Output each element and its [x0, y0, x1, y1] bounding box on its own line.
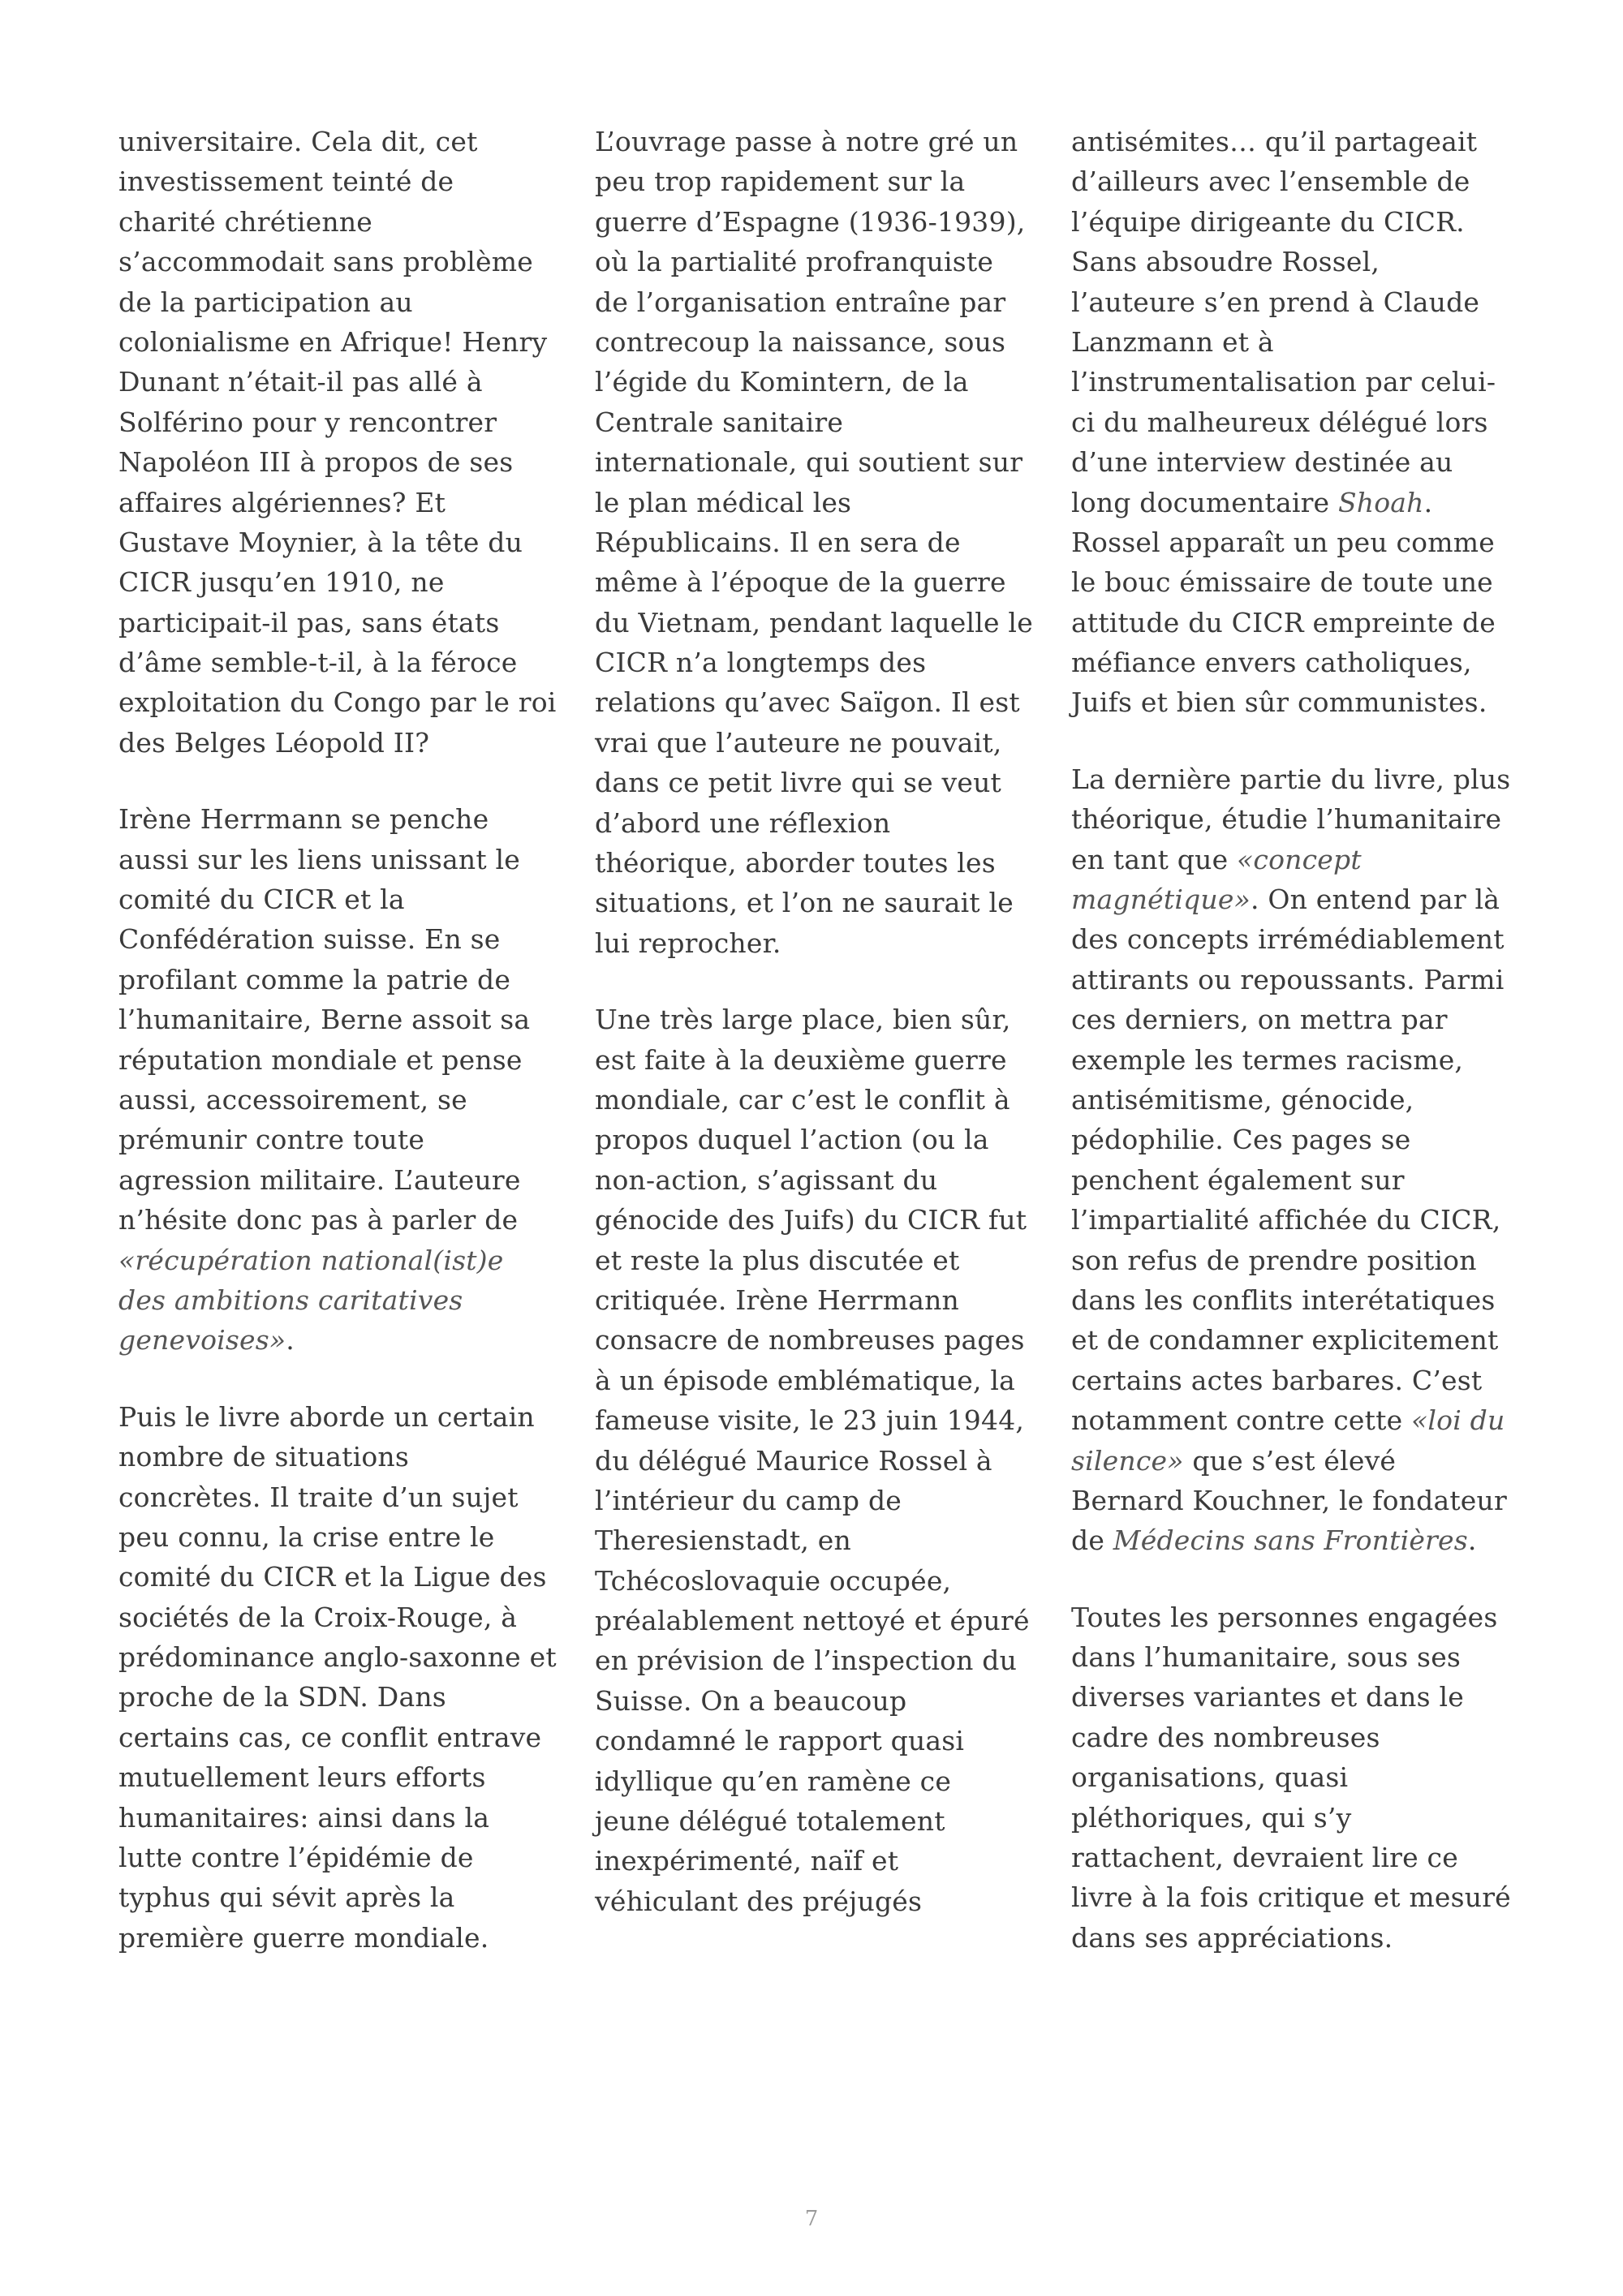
- text-line: [595, 1601, 1049, 1640]
- text-line: [1071, 202, 1526, 242]
- text-line: [118, 1637, 573, 1677]
- text-segment: d’une interview destinée au: [1071, 446, 1453, 479]
- italic-text: des ambitions caritatives: [118, 1283, 463, 1316]
- text-segment: où la partialité profranquiste: [595, 246, 994, 278]
- text-segment: réputation mondiale et pense: [118, 1043, 523, 1076]
- text-segment: l’intérieur du camp de: [595, 1484, 902, 1516]
- text-line: [1071, 322, 1526, 362]
- text-segment: internationale, qui soutient sur: [595, 446, 1023, 479]
- text-segment: idyllique qu’en ramène ce: [595, 1765, 952, 1797]
- text-segment: relations qu’avec Saïgon. Il est: [595, 686, 1020, 719]
- text-segment: exploitation du Congo par le roi: [118, 686, 557, 719]
- text-segment: Gustave Moynier, à la tête du: [118, 526, 523, 558]
- paragraph: [118, 1397, 573, 1958]
- text-line: [118, 1798, 573, 1838]
- italic-text: silence»: [1071, 1444, 1184, 1477]
- text-line: [118, 1517, 573, 1557]
- paragraph-gap: [1071, 1561, 1526, 1597]
- text-line: [1071, 483, 1526, 522]
- text-segment: Puis le livre aborde un certain: [118, 1400, 535, 1433]
- text-line: [118, 1040, 573, 1080]
- text-line: [1071, 1040, 1526, 1080]
- text-segment: proche de la SDN. Dans: [118, 1681, 446, 1713]
- text-line: [118, 562, 573, 602]
- text-segment: Lanzmann et à: [1071, 325, 1274, 358]
- text-segment: .: [286, 1324, 295, 1357]
- text-column-2: [595, 122, 1049, 1921]
- text-line: [1071, 1160, 1526, 1200]
- text-line: [118, 1918, 573, 1958]
- text-segment: Sans absoudre Rossel,: [1071, 246, 1380, 278]
- text-line: [118, 161, 573, 201]
- text-line: [1071, 1838, 1526, 1877]
- text-line: [118, 840, 573, 879]
- text-line: [118, 1200, 573, 1240]
- text-segment: comité du CICR et la Ligue des: [118, 1561, 547, 1593]
- text-segment: La dernière partie du livre, plus: [1071, 763, 1511, 795]
- text-line: [1071, 562, 1526, 602]
- text-line: [595, 643, 1049, 682]
- text-line: [595, 522, 1049, 562]
- text-line: [118, 960, 573, 1000]
- text-segment: peu trop rapidement sur la: [595, 166, 966, 198]
- text-line: [118, 1477, 573, 1517]
- text-line: [1071, 1637, 1526, 1677]
- text-segment: attitude du CICR empreinte de: [1071, 606, 1496, 638]
- text-segment: première guerre mondiale.: [118, 1921, 489, 1954]
- text-segment: universitaire. Cela dit, cet: [118, 126, 478, 157]
- text-line: [595, 282, 1049, 322]
- text-segment: rattachent, devraient lire ce: [1071, 1842, 1458, 1874]
- text-segment: . On entend par là: [1251, 884, 1500, 916]
- text-segment: méfiance envers catholiques,: [1071, 647, 1472, 679]
- text-line: [118, 799, 573, 839]
- text-line: [118, 1757, 573, 1797]
- text-segment: en tant que: [1071, 843, 1238, 875]
- text-line: [1071, 919, 1526, 959]
- text-line: [118, 202, 573, 242]
- text-line: [1071, 122, 1526, 161]
- text-column-3: [1071, 122, 1526, 1958]
- text-line: [595, 161, 1049, 201]
- text-segment: CICR jusqu’en 1910, ne: [118, 566, 445, 599]
- text-segment: livre à la fois critique et mesuré: [1071, 1881, 1511, 1914]
- text-line: [118, 282, 573, 322]
- text-segment: Tchécoslovaquie occupée,: [595, 1564, 952, 1597]
- text-segment: sociétés de la Croix-Rouge, à: [118, 1601, 518, 1633]
- text-segment: de: [1071, 1524, 1113, 1557]
- text-segment: ces derniers, on mettra par: [1071, 1004, 1448, 1036]
- text-line: [1071, 1441, 1526, 1481]
- text-segment: dans ses appréciations.: [1071, 1921, 1393, 1954]
- text-line: [595, 122, 1049, 161]
- text-line: [1071, 402, 1526, 442]
- text-line: [118, 402, 573, 442]
- text-segment: affaires algériennes? Et: [118, 486, 446, 518]
- text-segment: mutuellement leurs efforts: [118, 1761, 486, 1794]
- text-line: [118, 643, 573, 682]
- text-segment: aussi sur les liens unissant le: [118, 843, 521, 875]
- paragraph: [118, 799, 573, 1360]
- text-line: [1071, 1280, 1526, 1320]
- paragraph: [1071, 1597, 1526, 1958]
- text-line: [1071, 1080, 1526, 1120]
- text-line: [118, 1080, 573, 1120]
- text-line: [118, 483, 573, 522]
- text-segment: CICR n’a longtemps des: [595, 647, 927, 679]
- text-segment: son refus de prendre position: [1071, 1244, 1477, 1276]
- text-segment: lui reprocher.: [595, 927, 781, 959]
- text-line: [1071, 1400, 1526, 1440]
- text-segment: et de condamner explicitement: [1071, 1324, 1499, 1357]
- text-line: [118, 723, 573, 763]
- text-line: [118, 122, 573, 161]
- text-line: [595, 682, 1049, 722]
- text-segment: ci du malheureux délégué lors: [1071, 406, 1488, 438]
- text-segment: propos duquel l’action (ou la: [595, 1124, 989, 1156]
- text-segment: consacre de nombreuses pages: [595, 1324, 1025, 1357]
- text-segment: théorique, étudie l’humanitaire: [1071, 803, 1502, 836]
- text-segment: critiquée. Irène Herrmann: [595, 1283, 959, 1316]
- text-segment: contrecoup la naissance, sous: [595, 325, 1006, 358]
- text-line: [1071, 522, 1526, 562]
- text-segment: d’ailleurs avec l’ensemble de: [1071, 166, 1470, 198]
- text-segment: certains actes barbares. C’est: [1071, 1364, 1483, 1396]
- text-line: [118, 1838, 573, 1877]
- text-segment: et reste la plus discutée et: [595, 1244, 960, 1276]
- text-segment: certains cas, ce conflit entrave: [118, 1721, 542, 1753]
- text-line: [118, 1597, 573, 1637]
- text-segment: est faite à la deuxième guerre: [595, 1043, 1007, 1076]
- text-line: [595, 883, 1049, 922]
- text-line: [1071, 1798, 1526, 1838]
- text-segment: le bouc émissaire de toute une: [1071, 566, 1493, 599]
- text-segment: le plan médical les: [595, 486, 852, 518]
- text-line: [1071, 1200, 1526, 1240]
- text-line: [595, 803, 1049, 843]
- text-line: [1071, 1481, 1526, 1520]
- text-column-1: [118, 122, 573, 1958]
- text-line: [118, 1397, 573, 1437]
- text-line: [595, 1361, 1049, 1400]
- text-line: [595, 723, 1049, 763]
- text-segment: guerre d’Espagne (1936-1939),: [595, 205, 1026, 238]
- text-segment: aussi, accessoirement, se: [118, 1083, 467, 1116]
- text-segment: Républicains. Il en sera de: [595, 526, 961, 558]
- text-segment: Confédération suisse. En se: [118, 923, 501, 956]
- paragraph: [595, 122, 1049, 963]
- text-line: [595, 362, 1049, 402]
- text-segment: prémunir contre toute: [118, 1124, 425, 1156]
- text-line: [1071, 1757, 1526, 1797]
- text-segment: d’abord une réflexion: [595, 806, 891, 839]
- text-line: [595, 402, 1049, 442]
- text-segment: inexpérimenté, naïf et: [595, 1845, 899, 1877]
- text-segment: organisations, quasi: [1071, 1761, 1349, 1794]
- text-segment: de la participation au: [118, 286, 413, 318]
- paragraph-gap: [595, 963, 1049, 1000]
- text-segment: antisémites… qu’il partageait: [1071, 126, 1478, 157]
- text-line: [118, 1160, 573, 1200]
- text-segment: l’égide du Komintern, de la: [595, 366, 969, 398]
- text-line: [118, 1877, 573, 1917]
- text-line: [595, 1441, 1049, 1481]
- text-line: [595, 483, 1049, 522]
- text-line: [118, 682, 573, 722]
- text-segment: long documentaire: [1071, 486, 1338, 518]
- text-line: [595, 603, 1049, 643]
- text-segment: Dunant n’était-il pas allé à: [118, 366, 483, 398]
- italic-text: Médecins sans Frontières: [1113, 1524, 1468, 1557]
- text-line: [1071, 960, 1526, 1000]
- italic-text: «loi du: [1411, 1404, 1505, 1437]
- text-segment: Centrale sanitaire: [595, 406, 844, 438]
- paragraph: [1071, 122, 1526, 723]
- text-segment: Irène Herrmann se penche: [118, 803, 489, 836]
- italic-text: «récupération national(ist)e: [118, 1244, 504, 1276]
- text-line: [1071, 442, 1526, 482]
- text-segment: .: [1467, 1524, 1477, 1557]
- text-line: [1071, 1877, 1526, 1917]
- text-line: [118, 322, 573, 362]
- paragraph-gap: [118, 763, 573, 799]
- text-segment: génocide des Juifs) du CICR fut: [595, 1204, 1027, 1236]
- text-segment: pédophilie. Ces pages se: [1071, 1124, 1411, 1156]
- text-line: [595, 1160, 1049, 1200]
- text-segment: comité du CICR et la: [118, 884, 405, 916]
- text-line: [118, 522, 573, 562]
- page-number: 7: [804, 2207, 819, 2231]
- text-segment: Theresienstadt, en: [595, 1524, 851, 1557]
- italic-text: Shoah: [1337, 486, 1424, 518]
- text-line: [1071, 1918, 1526, 1958]
- text-line: [595, 562, 1049, 602]
- text-line: [1071, 161, 1526, 201]
- text-line: [118, 1000, 573, 1039]
- text-line: [1071, 840, 1526, 879]
- text-line: [118, 1677, 573, 1717]
- text-line: [118, 1320, 573, 1360]
- text-line: [118, 1280, 573, 1320]
- text-segment: des concepts irrémédiablement: [1071, 923, 1505, 956]
- text-line: [595, 1520, 1049, 1560]
- text-segment: même à l’époque de la guerre: [595, 566, 1006, 599]
- italic-text: magnétique»: [1071, 884, 1251, 916]
- paragraph: [118, 122, 573, 763]
- text-line: [118, 919, 573, 959]
- text-line: [118, 242, 573, 282]
- text-line: [1071, 1120, 1526, 1159]
- text-segment: concrètes. Il traite d’un sujet: [118, 1481, 519, 1513]
- text-segment: attirants ou repoussants. Parmi: [1071, 963, 1505, 995]
- text-line: [595, 1200, 1049, 1240]
- text-line: [1071, 282, 1526, 322]
- text-segment: mondiale, car c’est le conflit à: [595, 1083, 1010, 1116]
- text-segment: prédominance anglo-saxonne et: [118, 1641, 557, 1674]
- text-line: [595, 1240, 1049, 1280]
- text-line: [1071, 1597, 1526, 1637]
- text-segment: L’ouvrage passe à notre gré un: [595, 126, 1018, 157]
- text-segment: profilant comme la patrie de: [118, 963, 511, 995]
- text-line: [118, 442, 573, 482]
- text-segment: .: [1423, 486, 1433, 518]
- text-line: [595, 1640, 1049, 1680]
- text-line: [595, 1841, 1049, 1881]
- text-line: [595, 1280, 1049, 1320]
- text-line: [595, 1080, 1049, 1120]
- text-segment: d’âme semble-t-il, à la féroce: [118, 647, 518, 679]
- text-line: [1071, 1677, 1526, 1717]
- text-line: [1071, 362, 1526, 402]
- text-segment: n’hésite donc pas à parler de: [118, 1204, 519, 1236]
- italic-text: «concept: [1237, 843, 1362, 875]
- text-line: [1071, 1240, 1526, 1280]
- text-segment: de l’organisation entraîne par: [595, 286, 1006, 318]
- text-line: [595, 322, 1049, 362]
- text-segment: nombre de situations: [118, 1441, 410, 1473]
- italic-text: genevoises»: [118, 1324, 286, 1357]
- text-line: [1071, 1000, 1526, 1039]
- text-line: [118, 1437, 573, 1477]
- text-segment: à un épisode emblématique, la: [595, 1364, 1016, 1396]
- text-line: [595, 923, 1049, 963]
- text-line: [595, 763, 1049, 802]
- text-segment: penchent également sur: [1071, 1163, 1405, 1196]
- text-line: [1071, 242, 1526, 282]
- text-segment: Napoléon III à propos de ses: [118, 446, 514, 479]
- text-line: [1071, 603, 1526, 643]
- text-segment: jeune délégué totalement: [595, 1805, 945, 1838]
- text-line: [1071, 799, 1526, 839]
- text-segment: Solférino pour y rencontrer: [118, 406, 497, 438]
- text-segment: s’accommodait sans problème: [118, 246, 533, 278]
- text-segment: du Vietnam, pendant laquelle le: [595, 606, 1033, 638]
- text-segment: Juifs et bien sûr communistes.: [1071, 686, 1487, 719]
- text-line: [595, 1481, 1049, 1520]
- paragraph-gap: [118, 1361, 573, 1397]
- text-line: [1071, 643, 1526, 682]
- text-line: [118, 1120, 573, 1159]
- text-segment: non-action, s’agissant du: [595, 1163, 938, 1196]
- text-segment: l’humanitaire, Berne assoit sa: [118, 1004, 531, 1036]
- text-segment: l’instrumentalisation par celui-: [1071, 366, 1496, 398]
- text-segment: que s’est élevé: [1183, 1444, 1397, 1477]
- text-segment: Toutes les personnes engagées: [1071, 1601, 1498, 1633]
- text-line: [1071, 759, 1526, 799]
- text-line: [595, 1681, 1049, 1721]
- text-segment: Une très large place, bien sûr,: [595, 1004, 1011, 1036]
- text-segment: dans ce petit livre qui se veut: [595, 767, 1002, 799]
- text-segment: situations, et l’on ne saurait le: [595, 887, 1014, 919]
- text-segment: antisémitisme, génocide,: [1071, 1083, 1414, 1116]
- text-segment: investissement teinté de: [118, 166, 454, 198]
- text-segment: l’auteure s’en prend à Claude: [1071, 286, 1480, 318]
- text-line: [595, 442, 1049, 482]
- text-segment: exemple les termes racisme,: [1071, 1043, 1464, 1076]
- text-segment: préalablement nettoyé et épuré: [595, 1605, 1030, 1637]
- text-line: [595, 1721, 1049, 1761]
- text-line: [595, 1000, 1049, 1039]
- text-segment: l’équipe dirigeante du CICR.: [1071, 205, 1465, 238]
- text-line: [118, 603, 573, 643]
- text-segment: humanitaires: ainsi dans la: [118, 1801, 490, 1834]
- text-line: [595, 1040, 1049, 1080]
- text-line: [118, 879, 573, 919]
- text-line: [1071, 1320, 1526, 1360]
- text-segment: typhus qui sévit après la: [118, 1881, 455, 1914]
- text-segment: dans l’humanitaire, sous ses: [1071, 1641, 1462, 1674]
- text-segment: colonialisme en Afrique! Henry: [118, 325, 548, 358]
- text-segment: véhiculant des préjugés: [595, 1885, 923, 1917]
- text-segment: Suisse. On a beaucoup: [595, 1684, 907, 1717]
- text-segment: des Belges Léopold II?: [118, 726, 430, 759]
- text-line: [595, 1120, 1049, 1159]
- text-segment: fameuse visite, le 23 juin 1944,: [595, 1404, 1025, 1437]
- text-segment: en prévision de l’inspection du: [595, 1645, 1018, 1677]
- text-line: [595, 242, 1049, 282]
- text-line: [118, 362, 573, 402]
- text-segment: Bernard Kouchner, le fondateur: [1071, 1484, 1507, 1516]
- text-line: [1071, 1361, 1526, 1400]
- paragraph: [1071, 759, 1526, 1561]
- text-line: [595, 1561, 1049, 1601]
- text-line: [1071, 1718, 1526, 1757]
- text-segment: théorique, aborder toutes les: [595, 847, 996, 879]
- text-segment: l’impartialité affichée du CICR,: [1071, 1204, 1501, 1236]
- text-line: [118, 1557, 573, 1597]
- text-line: [1071, 682, 1526, 722]
- paragraph: [595, 1000, 1049, 1921]
- text-line: [595, 1320, 1049, 1360]
- text-line: [595, 1400, 1049, 1440]
- text-segment: peu connu, la crise entre le: [118, 1520, 495, 1553]
- text-segment: cadre des nombreuses: [1071, 1721, 1380, 1753]
- text-segment: pléthoriques, qui s’y: [1071, 1801, 1352, 1834]
- text-line: [1071, 879, 1526, 919]
- text-segment: diverses variantes et dans le: [1071, 1681, 1464, 1713]
- text-segment: notamment contre cette: [1071, 1404, 1411, 1437]
- text-line: [595, 202, 1049, 242]
- paragraph-gap: [1071, 723, 1526, 759]
- text-line: [118, 1718, 573, 1757]
- text-line: [595, 1761, 1049, 1801]
- text-segment: agression militaire. L’auteure: [118, 1163, 521, 1196]
- text-segment: du délégué Maurice Rossel à: [595, 1444, 992, 1477]
- text-segment: participait-il pas, sans états: [118, 606, 500, 638]
- text-segment: lutte contre l’épidémie de: [118, 1842, 474, 1874]
- text-segment: vrai que l’auteure ne pouvait,: [595, 726, 1002, 759]
- text-segment: condamné le rapport quasi: [595, 1725, 965, 1757]
- text-line: [595, 843, 1049, 883]
- text-line: [118, 1240, 573, 1280]
- text-line: [1071, 1520, 1526, 1560]
- text-segment: charité chrétienne: [118, 205, 373, 238]
- text-line: [595, 1881, 1049, 1921]
- text-line: [595, 1801, 1049, 1841]
- text-segment: dans les conflits interétatiques: [1071, 1283, 1496, 1316]
- text-segment: Rossel apparaît un peu comme: [1071, 526, 1495, 558]
